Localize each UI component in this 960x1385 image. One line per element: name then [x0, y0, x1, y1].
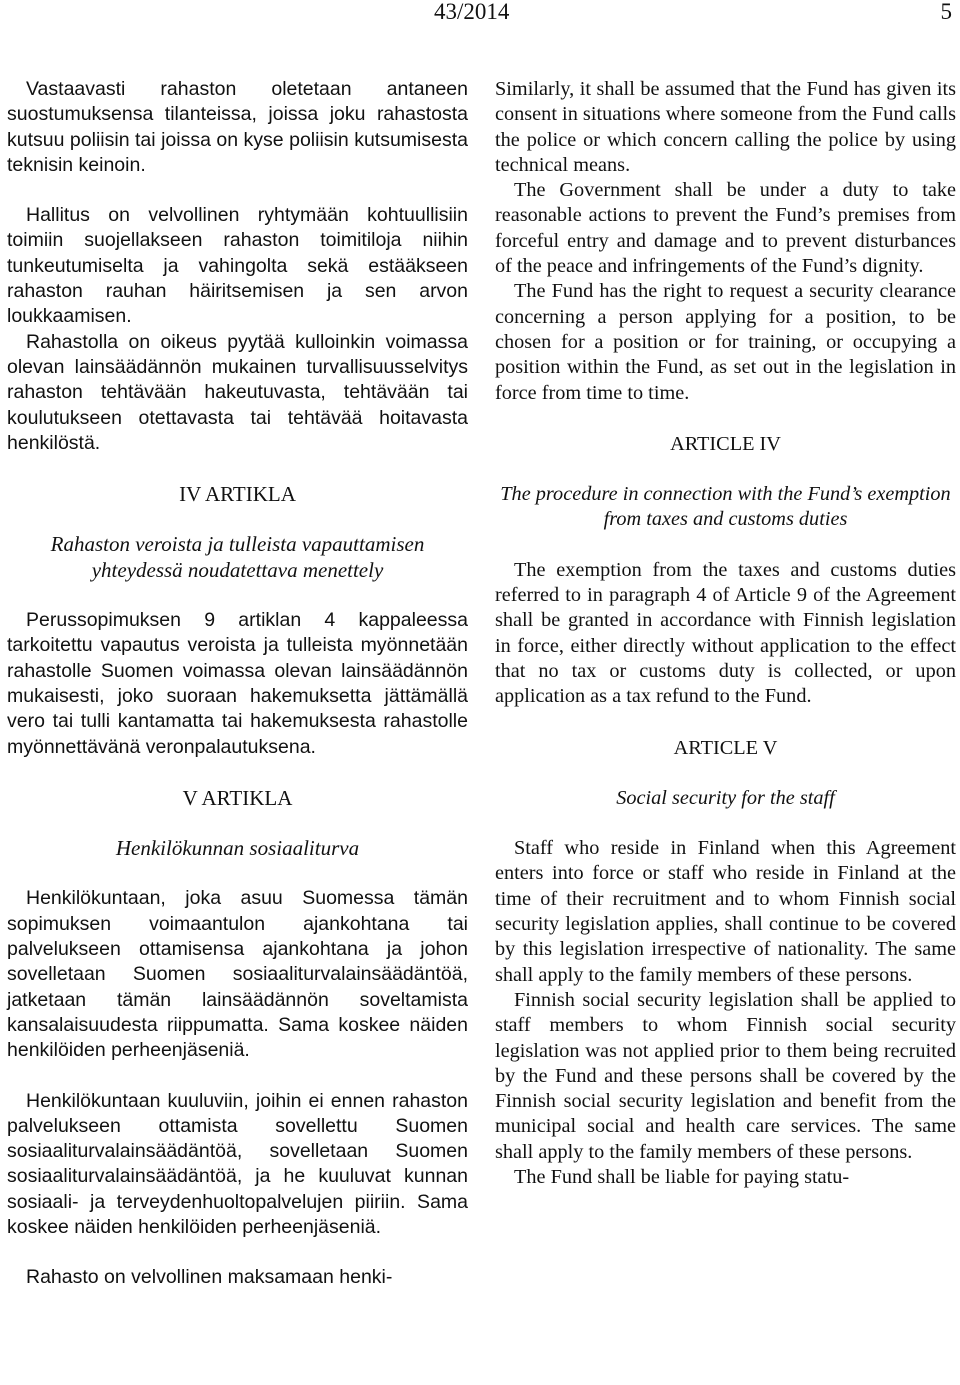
fi-article-4-heading: IV ARTIKLA [179, 482, 296, 507]
fi-article-4-title: Rahaston veroista ja tulleista vapauttamisen yhteydessä noudatettava menettely [50, 532, 425, 582]
en-paragraph-consent: Similarly, it shall be assumed that the Fund has given its consent in situations where someone from the Fund calls the police or which concern calling the police by using technical means. [495, 78, 956, 176]
english-column [495, 77, 956, 1190]
fi-article-5-heading: V ARTIKLA [182, 785, 293, 810]
issue-number: 43/2014 [434, 0, 510, 24]
en-article-5-title: Social security for the staff [616, 786, 835, 809]
fi-article-4-paragraph: Perussopimuksen 9 artiklan 4 kappaleessa tarkoitettu vapautus veroista ja tulleista myönnetään rahastolle Suomen voimassa olevan lainsäädännön mukaisesti, joko suoraan hakemuksetta jättämällä vero tai tulli kantamatta tai hakemuksesta rahastolle myönnettävänä veronpalautuksena. [7, 609, 468, 758]
finnish-column [7, 77, 468, 1291]
fi-article-5-paragraph-2: Henkilökuntaan kuuluviin, joihin ei ennen rahaston palvelukseen ottamista sovellettu Suomen sosiaaliturvalainsäädäntöä, sovelletaan Suomen sosiaaliturvalainsäädäntöä, ja he kuuluvat kunnan sosiaali- ja terveydenhuoltopalvelujen piiriin. Sama koskee näiden henkilöiden perheenjäseniä. [7, 1089, 468, 1238]
en-paragraph-security-clearance: The Fund has the right to request a security clearance concerning a person applying for a position, to be chosen for a position or for training, or occupying a position within the Fund, as set out in the legislation in force from time to time. [495, 280, 956, 404]
en-article-5-paragraph-3: The Fund shall be liable for paying statu- [514, 1165, 850, 1188]
en-article-5-paragraph-2: Finnish social security legislation shall be applied to staff members to whom Finnish social security legislation was not applied prior to them being recruited by the Fund and these persons shall be covered by the Finnish social security legislation and benefit from the municipal social and health care services. The same shall apply to the family members of these persons. [495, 988, 956, 1163]
fi-article-5-paragraph-1: Henkilökuntaan, joka asuu Suomessa tämän sopimuksen voimaantulon ajankohtana tai palvelukseen ottamisensa ajankohtana ja johon sovelletaan Suomen sosiaaliturvalainsäädäntöä, jatketaan tämän lainsäädännön soveltamista kansalaisuudesta riippumatta. Sama koskee näiden henkilöiden perheenjäseniä. [7, 887, 468, 1062]
en-article-4-heading: ARTICLE IV [670, 432, 781, 455]
page-header [0, 0, 960, 30]
fi-article-5-paragraph-3: Rahasto on velvollinen maksamaan henki- [26, 1266, 393, 1289]
en-article-4-paragraph: The exemption from the taxes and customs duties referred to in paragraph 4 of Article 9 of the Agreement shall be granted in accordance with Finnish legislation in force, either directly without application to the effect that no tax or customs duty is collected, or upon application as a tax refund to the Fund. [495, 558, 956, 708]
page-number: 5 [940, 0, 952, 24]
fi-article-5-title: Henkilökunnan sosiaaliturva [115, 836, 360, 861]
fi-paragraph-security-clearance: Rahastolla on oikeus pyytää kulloinkin voimassa olevan lainsäädännön mukainen turvallisuusselvitys rahaston tehtävään hakeutuvasta, tehtävään tai koulutukseen otettavasta tai tehtävää hoitavasta henkilöstä. [7, 330, 468, 454]
en-paragraph-government-duty: The Government shall be under a duty to take reasonable actions to prevent the Fund’s premises from forceful entry and damage and to prevent disturbances of the peace and infringements of the Fund’s dignity. [495, 179, 956, 278]
fi-paragraph-consent: Vastaavasti rahaston oletetaan antaneen suostumuksensa tilanteissa, joissa joku rahastosta kutsuu poliisin tai joissa on kyse poliisin kutsumisesta teknisin keinoin. [7, 78, 468, 176]
en-article-5-heading: ARTICLE V [673, 736, 778, 759]
en-article-5-paragraph-1: Staff who reside in Finland when this Agreement enters into force or staff who reside in Finland at the time of their recruitment and to whom Finnish social security legislation applies, shall continue to be covered by this legislation irrespective of nationality. The same shall apply to the family members of these persons. [495, 837, 956, 986]
fi-paragraph-government-duty: Hallitus on velvollinen ryhtymään kohtuullisiin toimiin suojellakseen rahaston toimitiloja niihin tunkeutumiselta ja vahingolta sekä estääkseen rahaston rauhan häiritsemisen ja sen arvon loukkaamisen. [7, 204, 468, 328]
en-article-4-title: The procedure in connection with the Fund’s exemption from taxes and customs duties [500, 483, 951, 531]
